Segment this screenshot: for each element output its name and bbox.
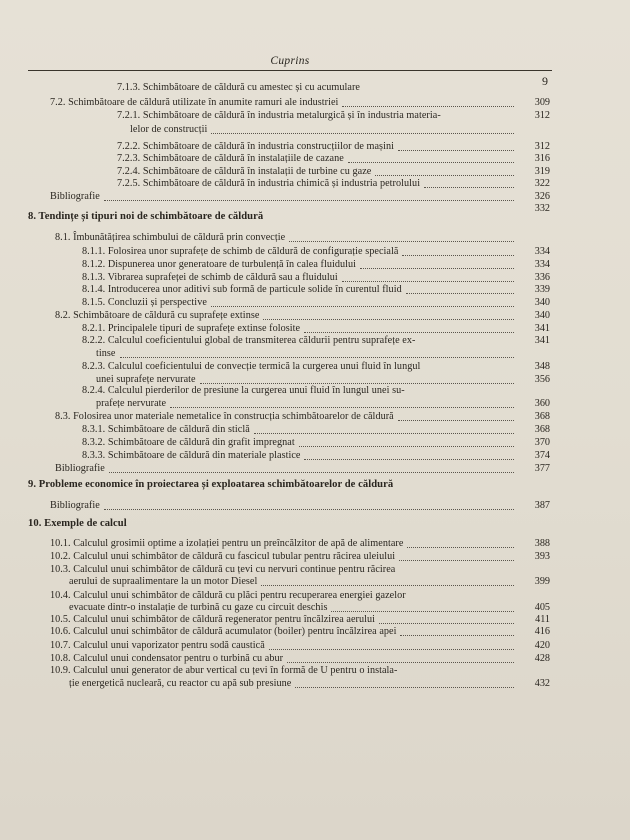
toc-entry-text: 7.2.1. Schimbătoare de căldură în industria metalurgică și în industria materia- xyxy=(117,110,441,121)
page-header-title: Cuprins xyxy=(270,55,310,67)
toc-page-number: 368 xyxy=(534,411,550,422)
dot-leader xyxy=(299,446,514,447)
toc-page-number: 336 xyxy=(534,272,550,283)
dot-leader xyxy=(399,560,514,561)
toc-chapter-heading: 9. Probleme economice în proiectarea și exploatarea schimbătoarelor de căldură xyxy=(28,479,394,490)
dot-leader xyxy=(406,293,514,294)
toc-page-number: 312 xyxy=(534,141,550,152)
dot-leader xyxy=(295,687,514,688)
dot-leader xyxy=(304,459,514,460)
dot-leader xyxy=(261,585,514,586)
dot-leader xyxy=(263,319,514,320)
toc-entry-text: 10.2. Calculul unui schimbător de căldură cu fascicul tubular pentru răcirea uleiului xyxy=(50,551,396,562)
toc-page-number: 312 xyxy=(534,110,550,121)
dot-leader xyxy=(254,433,514,434)
toc-entry-text: tinse xyxy=(96,348,116,359)
toc-entry-text: 7.2.3. Schimbătoare de căldură în instalațiile de cazane xyxy=(117,153,344,164)
toc-entry-text: 10.9. Calculul unui generator de abur vertical cu țevi în formă de U pentru o instala- xyxy=(50,665,398,676)
dot-leader xyxy=(342,281,514,282)
toc-entry-text: 7.1.3. Schimbătoare de căldură cu amestec și cu acumulare xyxy=(117,82,361,93)
dot-leader xyxy=(104,509,514,510)
toc-page-number: 322 xyxy=(534,178,550,189)
dot-leader xyxy=(398,420,514,421)
toc-page-number: 356 xyxy=(534,374,550,385)
toc-entry-text: 8.1.1. Folosirea unor suprafețe de schimb de căldură de configurație specială xyxy=(82,246,399,257)
toc-entry-text: 8.2. Schimbătoare de căldură cu suprafețe extinse xyxy=(55,310,260,321)
toc-page-number: 326 xyxy=(534,191,550,202)
toc-entry-text: 8.3.1. Schimbătoare de căldură din sticlă xyxy=(82,424,250,435)
toc-entry-text: 8.1.5. Concluzii și perspective xyxy=(82,297,207,308)
dot-leader xyxy=(424,187,514,188)
toc-page-number: 341 xyxy=(534,335,550,346)
toc-entry-text: 8.3. Folosirea unor materiale nemetalice în construcția schimbătoarelor de căldură xyxy=(55,411,394,422)
toc-page-number: 309 xyxy=(534,97,550,108)
toc-entry-text: 10.1. Calculul grosimii optime a izolației pentru un preîncălzitor de apă de alimentare xyxy=(50,538,404,549)
toc-entry-text: 10.3. Calculul unui schimbător de căldură cu țevi cu nervuri continue pentru răcirea xyxy=(50,564,396,575)
toc-entry-text: 7.2.2. Schimbătoare de căldură în industria construcțiilor de mașini xyxy=(117,141,394,152)
toc-page-number: 332 xyxy=(534,203,550,214)
toc-chapter-heading: 8. Tendințe și tipuri noi de schimbătoare de căldură xyxy=(28,211,264,222)
toc-entry-text: 7.2.5. Schimbătoare de căldură în industria chimică și industria petrolului xyxy=(117,178,421,189)
dot-leader xyxy=(360,268,514,269)
toc-entry-text: 8.2.1. Principalele tipuri de suprafețe extinse folosite xyxy=(82,323,301,334)
toc-page-number: 388 xyxy=(534,538,550,549)
toc-entry-text: Bibliografie xyxy=(55,463,105,474)
dot-leader xyxy=(304,332,514,333)
toc-page-number: 316 xyxy=(534,153,550,164)
toc-page-number: 340 xyxy=(534,310,550,321)
toc-entry-text: 10.4. Calculul unui schimbător de căldură cu plăci pentru recuperarea energiei gazelor xyxy=(50,590,406,601)
dot-leader xyxy=(375,175,514,176)
toc-page-number: 339 xyxy=(534,284,550,295)
toc-page-number: 374 xyxy=(534,450,550,461)
toc-entry-text: prafețe nervurate xyxy=(96,398,167,409)
dot-leader xyxy=(348,162,514,163)
toc-page-number: 334 xyxy=(534,259,550,270)
toc-chapter-heading: 10. Exemple de calcul xyxy=(28,518,127,529)
dot-leader xyxy=(211,133,514,134)
toc-entry-text: 8.1.4. Introducerea unor aditivi sub formă de particule solide în curentul fluid xyxy=(82,284,402,295)
page-number: 9 xyxy=(542,74,548,88)
toc-entry-text: 10.7. Calculul unui vaporizator pentru sodă caustică xyxy=(50,640,265,651)
toc-entry-text: evacuate dintr-o instalație de turbină cu gaze cu circuit deschis xyxy=(69,602,328,613)
toc-page-number: 340 xyxy=(534,297,550,308)
dot-leader xyxy=(400,635,514,636)
toc-page-number: 399 xyxy=(534,576,550,587)
dot-leader xyxy=(379,623,514,624)
toc-page-number: 432 xyxy=(534,678,550,689)
dot-leader xyxy=(120,357,515,358)
toc-page-number: 370 xyxy=(534,437,550,448)
dot-leader xyxy=(407,547,514,548)
dot-leader xyxy=(269,649,514,650)
dot-leader xyxy=(170,407,514,408)
toc-entry-text: unei suprafețe nervurate xyxy=(96,374,196,385)
toc-page-number: 411 xyxy=(535,614,550,625)
toc-page-number: 428 xyxy=(534,653,550,664)
dot-leader xyxy=(289,241,514,242)
toc-page-number: 368 xyxy=(534,424,550,435)
toc-page-number: 405 xyxy=(534,602,550,613)
toc-page-number: 393 xyxy=(534,551,550,562)
toc-page-number: 348 xyxy=(534,361,550,372)
toc-entry-text: 8.2.3. Calculul coeficientului de convecție termică la curgerea unui fluid în lungul xyxy=(82,361,421,372)
dot-leader xyxy=(287,662,514,663)
toc-entry-text: aerului de supraalimentare la un motor Diesel xyxy=(69,576,258,587)
dot-leader xyxy=(109,472,514,473)
toc-entry-text: 7.2. Schimbătoare de căldură utilizate în anumite ramuri ale industriei xyxy=(50,97,339,108)
toc-entry-text: Bibliografie xyxy=(50,191,100,202)
toc-page-number: 420 xyxy=(534,640,550,651)
dot-leader xyxy=(211,306,514,307)
toc-page-number: 377 xyxy=(534,463,550,474)
dot-leader xyxy=(104,200,514,201)
dot-leader xyxy=(402,255,514,256)
toc-page-number: 334 xyxy=(534,246,550,257)
toc-entry-text: 10.6. Calculul unui schimbător de căldură acumulator (boiler) pentru încălzirea apei xyxy=(50,626,397,637)
toc-entry-text: 10.8. Calculul unui condensator pentru o turbină cu abur xyxy=(50,653,284,664)
toc-entry-text: lelor de construcții xyxy=(130,124,208,135)
dot-leader xyxy=(331,611,514,612)
toc-entry-text: 8.2.2. Calculul coeficientului global de transmiterea căldurii pentru suprafețe ex- xyxy=(82,335,416,346)
toc-page-number: 319 xyxy=(534,166,550,177)
toc-entry-text: 8.3.2. Schimbătoare de căldură din grafit impregnat xyxy=(82,437,295,448)
toc-entry-text: 7.2.4. Schimbătoare de căldură în instalații de turbine cu gaze xyxy=(117,166,372,177)
dot-leader xyxy=(200,383,514,384)
toc-entry-text: 8.3.3. Schimbătoare de căldură din materiale plastice xyxy=(82,450,301,461)
toc-entry-text: 8.1.2. Dispunerea unor generatoare de turbulență în calea fluidului xyxy=(82,259,357,270)
toc-entry-text: 8.2.4. Calculul pierderilor de presiune la curgerea unui fluid în lungul unei su- xyxy=(82,385,405,396)
toc-entry-text: 8.1.3. Vibrarea suprafeței de schimb de căldură sau a fluidului xyxy=(82,272,338,283)
toc-page-number: 387 xyxy=(534,500,550,511)
toc-page-number: 360 xyxy=(534,398,550,409)
dot-leader xyxy=(398,150,514,151)
toc-page-number: 416 xyxy=(534,626,550,637)
toc-entry-text: 8.1. Îmbunătățirea schimbului de căldură prin convecție xyxy=(55,232,286,243)
dot-leader xyxy=(342,106,514,107)
toc-entry-text: Bibliografie xyxy=(50,500,100,511)
toc-entry-text: 10.5. Calculul unui schimbător de căldură regenerator pentru încălzirea aerului xyxy=(50,614,376,625)
toc-page-number: 341 xyxy=(534,323,550,334)
toc-entry-text: ție energetică nucleară, cu reactor cu apă sub presiune xyxy=(69,678,292,689)
